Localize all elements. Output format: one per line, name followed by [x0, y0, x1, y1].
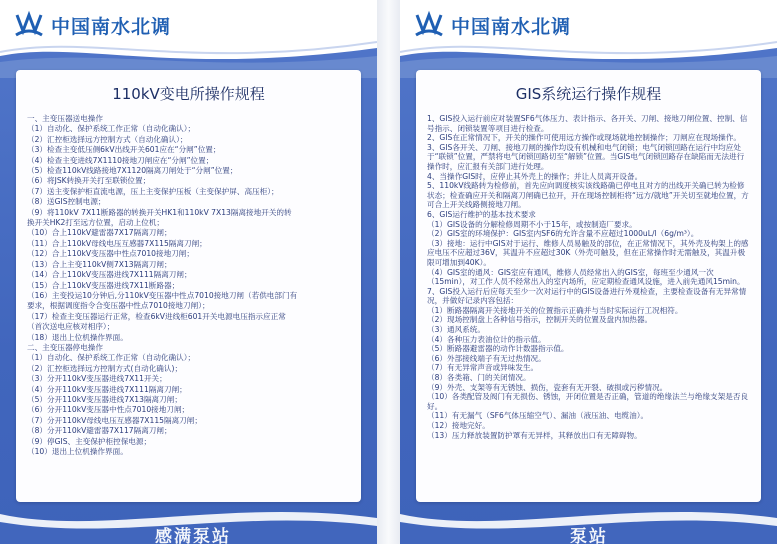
procedure-line: （6）外部接线端子有无过热情况。 — [427, 353, 546, 363]
procedure-line: （4）检查主变进线7X1110接地刀闸应在“分闸”位置； — [27, 155, 214, 165]
procedure-line: （14）合上110kV变压器进线7X111隔离刀闸； — [27, 270, 192, 280]
procedure-line: （15）合上110kV变压器进线7X11断路器； — [27, 280, 180, 290]
procedure-line: （6）分开110kV变压器中性点7010接地刀闸； — [27, 405, 190, 415]
procedure-line: （9）停GIS、主变保护柜控保电源； — [27, 436, 152, 446]
procedure-line: （10）退出上位机操作界面。 — [27, 447, 128, 456]
procedure-card — [416, 70, 761, 502]
procedure-line: 6、GIS运行维护的基本技术要求 — [427, 209, 536, 219]
footer-label: 泵站 — [570, 527, 608, 544]
procedure-line: （7）分开110kV母线电压互感器7X115隔离刀闸； — [27, 415, 202, 425]
procedure-line: （首次送电应核对相序）； — [27, 322, 115, 332]
procedure-line: （5）分开110kV变压器进线7X13隔离刀闸； — [27, 394, 182, 404]
footer-label: 感满泵站 — [155, 527, 231, 544]
brand-name: 中国南水北调 — [51, 16, 172, 38]
left-poster — [0, 0, 377, 544]
procedure-line: （12）接地完好。 — [427, 421, 490, 430]
procedure-line: 5、110kV线路转为检修前，首先应向调度核实该线路确已停电且对方的出线开关确已转为检修状态；检查确应开关和隔离刀闸确已拉开，开在现场控制柜将“远方/就地”开关切至就地位置，方可合上开关线路侧接地刀闸。 — [427, 181, 749, 210]
procedure-line: （13）合上主变110kV侧7X13隔离刀闸； — [27, 259, 172, 269]
panel-gap — [377, 0, 400, 544]
procedure-line: （3）通风系统。 — [427, 325, 485, 335]
procedure-line: （1）自动化、保护系统工作正常（自动化确认）； — [27, 353, 196, 363]
procedure-line: （2）GIS室的环境保护：GIS室内SF6的允许含量不应超过1000uL/l（6g/m³）。 — [427, 229, 699, 239]
procedure-line: （10）合上110kV避雷器7X17隔离刀闸； — [27, 228, 172, 238]
procedure-line: 换开关HK2打至远方位置，启动上位机； — [27, 218, 165, 228]
header — [0, 0, 377, 38]
procedure-line: （16）主变投运10分钟后,分110kV变压器中性点7010接地刀闸（若供电部门有 — [27, 290, 298, 300]
brand-name: 中国南水北调 — [451, 16, 572, 38]
procedure-line: （7）送主变保护柜直流电源，压上主变保护压板（主变保护屏、高压柜）； — [27, 186, 279, 196]
water-diversion-logo-icon — [13, 9, 45, 41]
document-title: 110kV变电所操作规程 — [112, 85, 265, 103]
procedure-card — [16, 70, 361, 502]
procedure-line: （18）退出上位机操作界面。 — [27, 332, 128, 342]
procedure-line: （3）检查主变低压侧6kV出线开关601应在“分闸”位置； — [27, 145, 221, 155]
procedure-line: （7）有无异常声音或异味发生。 — [427, 363, 539, 373]
procedure-line: （4）分开110kV变压器进线7X111隔离刀闸； — [27, 384, 187, 394]
procedure-line: （6）将JSK转换开关打至联锁位置； — [27, 176, 151, 186]
procedure-line: （4）GIS室的通风：GIS室应有通风，维修人员经常出入的GIS室，每班至少通风一次（15min），对工作人员不经常出入的室内场所，应定期检查通风设施，进入前先通风15min。 — [427, 267, 745, 287]
header — [400, 0, 777, 38]
procedure-line: （11）合上110kV母线电压互感器7X115隔离刀闸； — [27, 238, 207, 248]
procedure-line: 3、GIS各开关、刀闸、接地刀闸的操作均设有机械和电气闭锁；电气闭锁回路在运行中均应处于“联锁”位置，严禁将电气闭锁回路切至“解锁”位置。当GIS电气闭锁回路存在缺陷而无法进行操作时，应汇报有关部门进行处理。 — [427, 142, 745, 171]
procedure-line: 2、GIS在正常情况下，开关的操作可使用远方操作或现场就地控制操作；刀闸应在现场操作。 — [427, 133, 741, 143]
procedure-line: 二、主变压器停电操作 — [27, 342, 103, 352]
procedure-line: （3）分开110kV变压器进线7X11开关； — [27, 374, 167, 384]
procedure-line: 一、主变压器送电操作 — [27, 114, 103, 123]
procedure-line: （2）汇控柜选择远方控制方式(自动化确认)； — [27, 363, 183, 373]
document-title: GIS系统运行操作规程 — [515, 85, 662, 103]
procedure-line: （4）各种压力表油位计的指示值。 — [427, 334, 546, 344]
procedure-line: （8）各类箱、门的关闭情况。 — [427, 373, 531, 383]
procedure-line: （1）自动化、保护系统工作正常（自动化确认）； — [27, 124, 196, 134]
procedure-line: （5）检查110kV线路接地7X1120隔离刀闸处于“分闸”位置； — [27, 166, 238, 176]
procedure-text — [16, 114, 361, 457]
procedure-line: （8）送GIS控制电源； — [27, 197, 106, 207]
procedure-line: （3）接地：运行中GIS对于运行、维修人员易触及的部位，在正常情况下，其外壳及构架上的感应电压不应超过36V，其温升不应超过30K（外壳可触及，但在正常操作时无需触及，其温升极限可增加到40K）。 — [427, 238, 749, 267]
procedure-line: （10）各类配管及阀门有无损伤、锈蚀，开闭位置是否正确，管道的绝缘法兰与绝缘支架是否良好。 — [427, 392, 749, 411]
procedure-line: （2）现场控制盘上各种信号指示，控制开关的位置及盘内加热器。 — [427, 315, 653, 325]
procedure-line: （5）断路器避雷器的动作计数器指示值。 — [427, 344, 569, 354]
procedure-line: （8）分开110kV避雷器7X117隔离刀闸； — [27, 426, 172, 436]
procedure-line: （17）检查主变压器运行正常，检查6kV进线柜601开关电源电压指示应正常 — [27, 311, 286, 321]
procedure-line: （9）外壳、支架等有无锈蚀、损伤，瓷套有无开裂、破损或污秽情况。 — [427, 382, 668, 392]
procedure-line: （1）断路器隔离开关接地开关的位置指示正确并与当时实际运行工况相符。 — [427, 305, 683, 315]
procedure-line: （9）将110kV 7X11断路器的转换开关HK1和110kV 7X13隔离接地开关的转 — [27, 207, 292, 217]
procedure-line: （12）合上110kV变压器中性点7010接地刀闸； — [27, 249, 194, 259]
right-poster — [400, 0, 777, 544]
procedure-line: 4、当操作GIS时，应停止其外壳上的操作；并让人员离开设备。 — [427, 171, 643, 181]
procedure-line: 1、GIS投入运行前应对装置SF6气体压力、表计指示、各开关、刀闸、接地刀闸位置、控制、信号指示、闭锁装置等项目进行检查。 — [427, 114, 748, 133]
procedure-line: （1）GIS设备的分解检修周期不小于15年，或按制造厂要求。 — [427, 219, 637, 229]
procedure-line: 7、GIS投入运行后应每天至少一次对运行中的GIS设备进行外观检查，主要检查设备有无异常情况，并做好记录内容包括： — [427, 286, 747, 306]
procedure-line: （13）压力释放装置防护罩有无异样，其释放出口有无障碍物。 — [427, 430, 642, 440]
procedure-line: （11）有无漏气（SF6气体压缩空气）、漏油（液压油、电缆油）。 — [427, 411, 649, 421]
procedure-line: 要求，根据调度指令合变压器中性点7010接地刀闸）； — [27, 301, 210, 311]
procedure-text — [416, 114, 761, 440]
procedure-line: （2）汇控柜选择远方控制方式（自动化确认）； — [27, 134, 188, 144]
water-diversion-logo-icon — [413, 9, 445, 41]
